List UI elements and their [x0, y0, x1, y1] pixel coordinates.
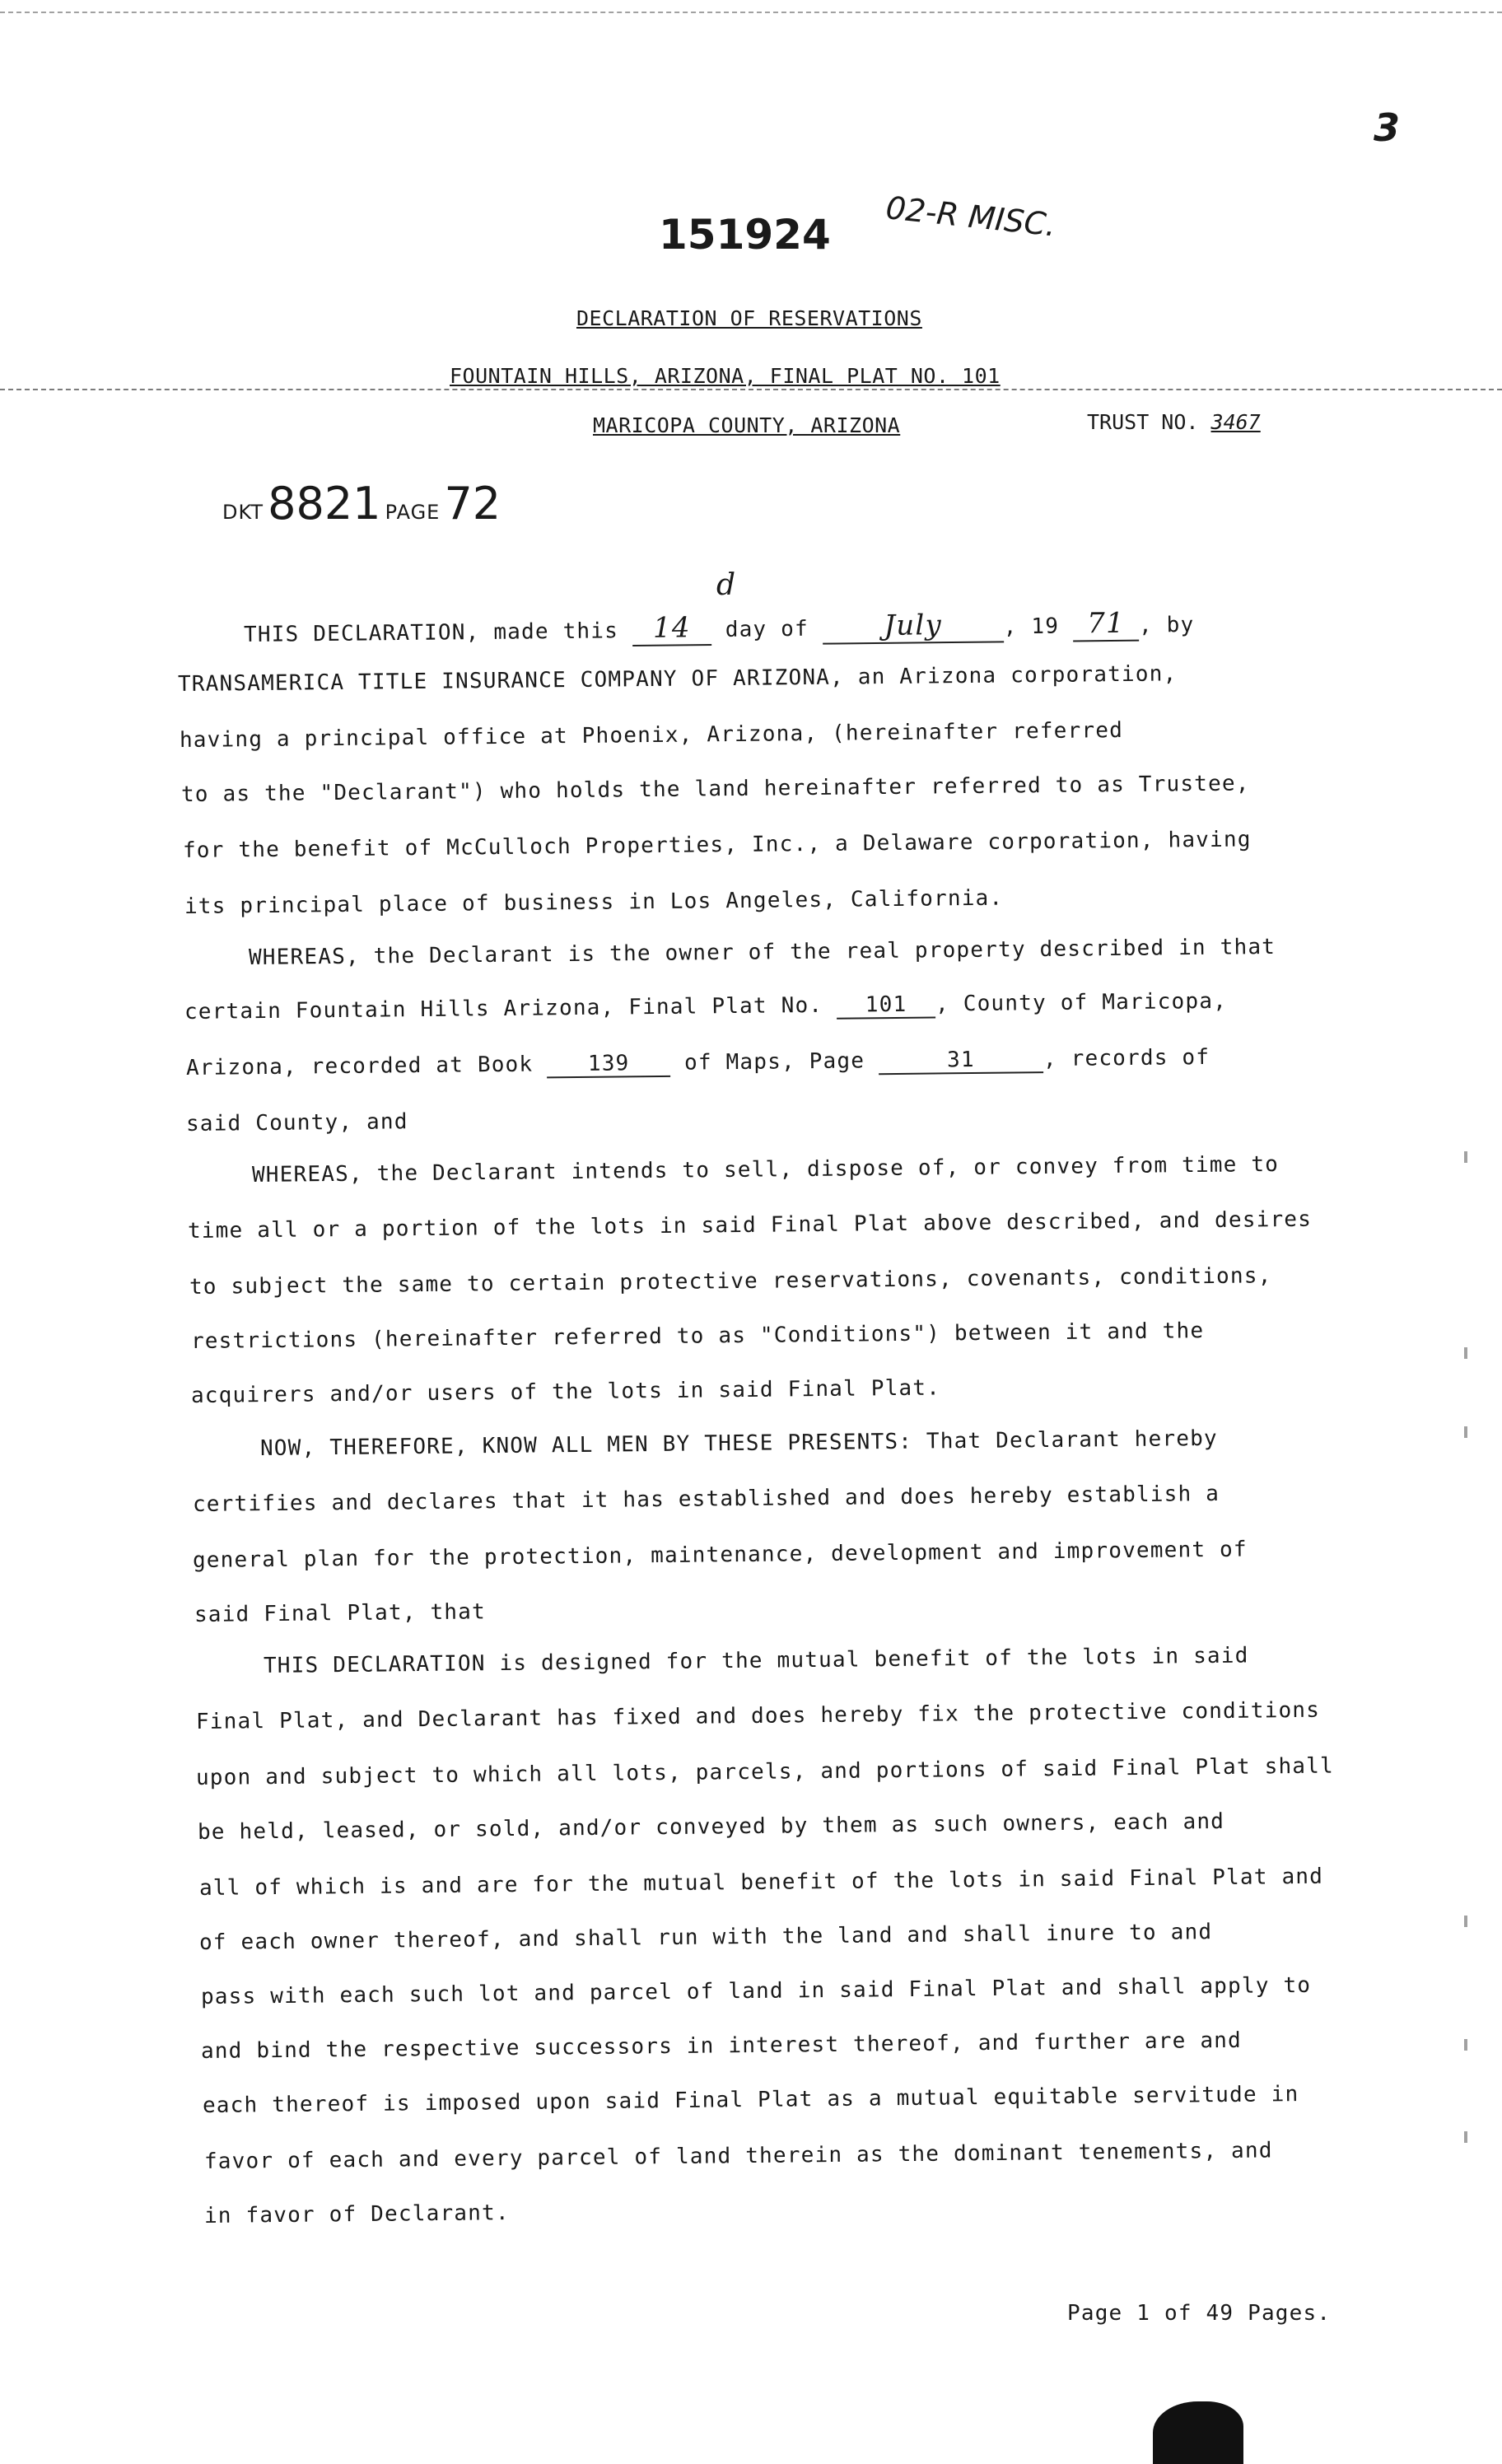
- declaration-line-10: favor of each and every parcel of land therein as the dominant tenements, and: [203, 2138, 1273, 2174]
- margin-mark: [1464, 2131, 1467, 2143]
- declaration-line-2: Final Plat, and Declarant has fixed and does hereby fix the protective conditions: [195, 1697, 1321, 1734]
- page-number-ref: 72: [444, 478, 501, 530]
- horizontal-rule: [0, 389, 1502, 390]
- page-field: 31: [879, 1047, 1043, 1075]
- year-field: 71: [1073, 607, 1139, 642]
- declaration-line-3: upon and subject to which all lots, parcels, and portions of said Final Plat shall: [195, 1753, 1335, 1790]
- ink-blot: [1153, 2401, 1243, 2464]
- county-heading: MARICOPA COUNTY, ARIZONA: [593, 413, 901, 437]
- declaration-line-4: be held, leased, or sold, and/or conveyed by them as such owners, each and: [197, 1808, 1225, 1845]
- whereas1-line-4: said County, and: [185, 1109, 408, 1136]
- whereas2-line-2: time all or a portion of the lots in said Final Plat above described, and desires: [187, 1206, 1313, 1244]
- page-footer: Page 1 of 49 Pages.: [1067, 2301, 1332, 2326]
- whereas2-line-5: acquirers and/or users of the lots in said Final Plat.: [190, 1375, 941, 1408]
- intro-line-5: for the benefit of McCulloch Properties, Inc., a Delaware corporation, having: [182, 827, 1252, 863]
- book-page-reference: [222, 478, 501, 530]
- scan-artifact-top: [0, 0, 1502, 13]
- whereas2-line-1: WHEREAS, the Declarant intends to sell, dispose of, or convey from time to: [251, 1151, 1280, 1188]
- book-prefix: DKT: [222, 501, 264, 524]
- nowtherefore-line-1: NOW, THEREFORE, KNOW ALL MEN BY THESE PRESENTS: That Declarant hereby: [259, 1426, 1218, 1461]
- day-suffix-handwritten: d: [716, 568, 736, 602]
- page-prefix: PAGE: [385, 501, 441, 524]
- document-title: DECLARATION OF RESERVATIONS: [576, 306, 922, 330]
- nowtherefore-line-2: certifies and declares that it has established and does hereby establish a: [192, 1481, 1220, 1517]
- whereas2-line-3: to subject the same to certain protective reservations, covenants, conditions,: [189, 1263, 1272, 1300]
- whereas2-line-4: restrictions (hereinafter referred to as "Conditions") between it and the: [190, 1318, 1205, 1354]
- intro-line-1: THIS DECLARATION, made this 14 day of July , 19 71 , by: [243, 606, 1195, 647]
- trust-label: TRUST NO.: [1087, 410, 1199, 434]
- margin-mark: [1464, 1347, 1467, 1359]
- intro-line-2: TRANSAMERICA TITLE INSURANCE COMPANY OF ARIZONA, an Arizona corporation,: [177, 661, 1178, 697]
- book-number: 8821: [268, 478, 381, 530]
- declaration-line-1: THIS DECLARATION is designed for the mutual benefit of the lots in said: [263, 1643, 1249, 1678]
- intro-line-4: to as the "Declarant") who holds the land hereinafter referred to as Trustee,: [180, 771, 1250, 807]
- whereas1-line-2: certain Fountain Hills Arizona, Final Plat No. 101 , County of Maricopa,: [184, 988, 1228, 1024]
- month-field: July: [822, 608, 1003, 644]
- declaration-line-5: all of which is and are for the mutual benefit of the lots in said Final Plat and: [198, 1864, 1324, 1901]
- margin-mark: [1464, 1151, 1467, 1163]
- trust-number: [1087, 410, 1261, 434]
- whereas1-line-3: Arizona, recorded at Book 139 of Maps, Page 31 , records of: [185, 1044, 1210, 1080]
- nowtherefore-line-4: said Final Plat, that: [194, 1599, 487, 1627]
- intro-line-6: its principal place of business in Los Angeles, California.: [184, 885, 1004, 919]
- declaration-line-6: of each owner thereof, and shall run with the land and shall inure to and: [198, 1920, 1213, 1955]
- filing-stamp: 02-R MISC.: [884, 189, 1058, 244]
- declaration-line-7: pass with each such lot and parcel of land in said Final Plat and shall apply to: [200, 1972, 1312, 2009]
- book-field: 139: [547, 1051, 670, 1079]
- nowtherefore-line-3: general plan for the protection, maintenance, development and improvement of: [192, 1537, 1248, 1573]
- declaration-line-11: in favor of Declarant.: [203, 2200, 510, 2228]
- document-number: 151924: [659, 211, 831, 259]
- margin-mark: [1464, 1916, 1467, 1927]
- trust-value: 3467: [1210, 410, 1261, 434]
- margin-mark: [1464, 2039, 1467, 2051]
- document-subtitle: FOUNTAIN HILLS, ARIZONA, FINAL PLAT NO. 101: [450, 364, 1001, 388]
- corner-page-number: 3: [1374, 105, 1401, 150]
- declaration-line-9: each thereof is imposed upon said Final Plat as a mutual equitable servitude in: [202, 2082, 1299, 2118]
- margin-mark: [1464, 1426, 1467, 1438]
- whereas1-line-1: WHEREAS, the Declarant is the owner of the real property described in that: [248, 934, 1276, 970]
- day-field: 14: [632, 611, 711, 646]
- plat-number-field: 101: [837, 992, 935, 1019]
- declaration-line-8: and bind the respective successors in interest thereof, and further are and: [200, 2028, 1243, 2064]
- intro-line-3: having a principal office at Phoenix, Arizona, (hereinafter referred: [179, 717, 1124, 753]
